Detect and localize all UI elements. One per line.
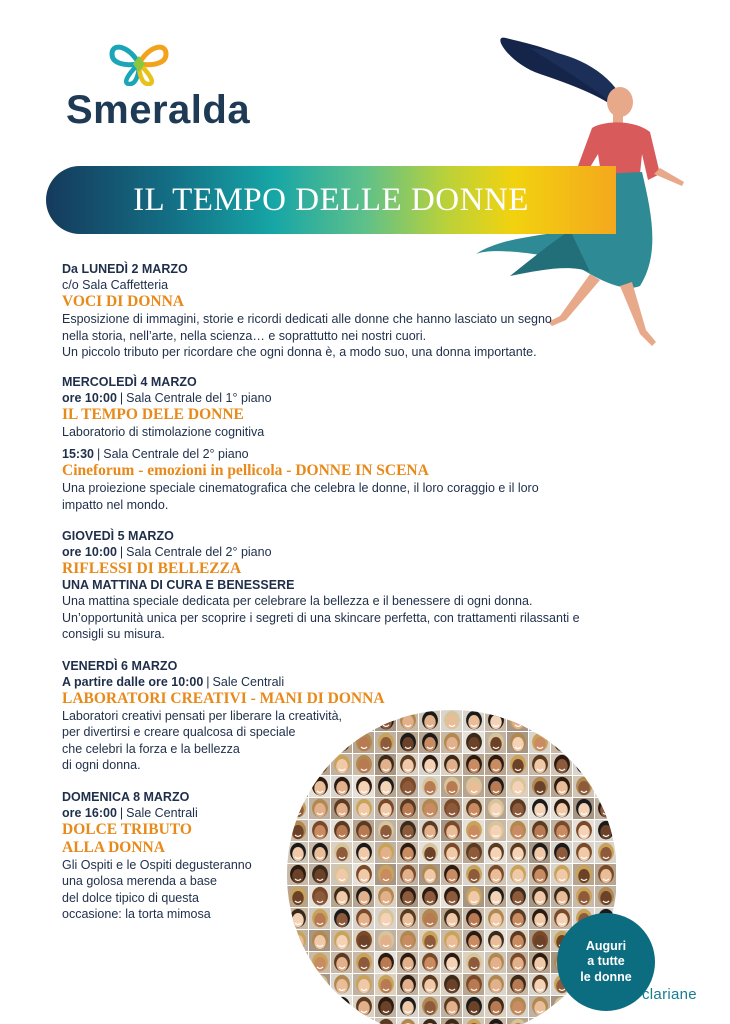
face-tile <box>419 842 440 863</box>
desc-line: per divertirsi e creare qualcosa di speciale <box>62 725 296 739</box>
face-tile <box>529 776 550 797</box>
face-tile <box>573 886 594 907</box>
event-time: ore 16:00 <box>62 805 117 820</box>
event-location: Sala Centrale del 2° piano <box>103 447 249 461</box>
face-tile <box>551 798 572 819</box>
face-tile <box>353 798 374 819</box>
face-tile <box>507 798 528 819</box>
face-tile <box>551 886 572 907</box>
face-tile <box>529 864 550 885</box>
face-tile <box>463 974 484 995</box>
face-tile <box>375 820 396 841</box>
face-tile <box>551 1018 572 1024</box>
face-tile <box>441 820 462 841</box>
face-tile <box>331 930 352 951</box>
face-tile <box>595 886 616 907</box>
event-description <box>62 593 672 643</box>
face-tile <box>441 908 462 929</box>
face-tile <box>309 930 330 951</box>
face-tile <box>551 908 572 929</box>
face-tile <box>485 776 506 797</box>
event-title: LABORATORI CREATIVI - MANI DI DONNA <box>62 689 385 707</box>
face-tile <box>375 798 396 819</box>
face-tile <box>463 732 484 753</box>
face-tile <box>397 798 418 819</box>
face-tile <box>507 754 528 775</box>
desc-line: Esposizione di immagini, storie e ricordi dedicati alle donne che hanno lasciato un segno <box>62 312 552 326</box>
face-tile <box>529 908 550 929</box>
face-tile <box>463 996 484 1017</box>
event-time-location: A partire dalle ore 10:00 | Sale Centrali <box>62 674 285 689</box>
butterfly-logo-icon <box>108 40 170 86</box>
face-tile <box>441 886 462 907</box>
face-tile <box>331 996 352 1017</box>
smeralda-logo <box>66 40 251 132</box>
face-tile <box>551 996 572 1017</box>
face-tile <box>441 754 462 775</box>
face-tile <box>287 864 308 885</box>
desc-line: che celebri la forza e la bellezza <box>62 741 240 756</box>
face-tile <box>529 798 550 819</box>
badge-line: Auguri <box>585 938 627 953</box>
face-tile <box>485 908 506 929</box>
face-tile <box>507 996 528 1017</box>
face-tile <box>507 952 528 973</box>
event-location: Sala Centrale del 1° piano <box>126 390 272 405</box>
face-tile <box>287 952 308 973</box>
face-tile <box>507 886 528 907</box>
face-tile <box>485 930 506 951</box>
face-tile <box>397 996 418 1017</box>
face-tile <box>485 842 506 863</box>
face-tile <box>485 798 506 819</box>
face-tile <box>353 864 374 885</box>
desc-line: Un’opportunità unica per scoprire i segreti di una skincare perfetta, con trattamenti rilassanti e <box>62 610 580 625</box>
face-tile <box>595 842 616 863</box>
face-tile <box>331 908 352 929</box>
face-tile <box>463 1018 484 1024</box>
desc-line: Laboratorio di stimolazione cognitiva <box>62 424 265 439</box>
face-tile <box>485 996 506 1017</box>
event-time-location: ore 16:00 | Sale Centrali <box>62 805 198 820</box>
face-tile <box>353 908 374 929</box>
face-tile <box>309 886 330 907</box>
face-tile <box>595 864 616 885</box>
face-tile <box>287 996 308 1017</box>
event-title: RIFLESSI DI BELLEZZA <box>62 560 242 577</box>
event-location: c/o Sala Caffetteria <box>62 278 169 292</box>
event-location: Sale Centrali <box>212 674 285 689</box>
face-tile <box>331 974 352 995</box>
face-tile <box>397 776 418 797</box>
event-title: VOCI DI DONNA <box>62 293 184 310</box>
face-tile <box>331 864 352 885</box>
face-tile <box>419 930 440 951</box>
face-tile <box>485 754 506 775</box>
face-tile <box>507 1018 528 1024</box>
face-tile <box>463 930 484 951</box>
face-tile <box>397 908 418 929</box>
face-tile <box>331 820 352 841</box>
face-tile <box>353 952 374 973</box>
face-tile <box>397 842 418 863</box>
face-tile <box>375 908 396 929</box>
event-day: GIOVEDÌ 5 MARZO <box>62 529 174 543</box>
logo-text: Smeralda <box>66 88 251 132</box>
face-tile <box>529 974 550 995</box>
face-tile <box>331 886 352 907</box>
face-tile <box>573 820 594 841</box>
event-day: MERCOLEDÌ 4 MARZO <box>62 374 197 389</box>
face-tile <box>463 842 484 863</box>
face-tile <box>419 754 440 775</box>
face-tile <box>441 1018 462 1024</box>
face-tile <box>397 820 418 841</box>
banner-title: IL TEMPO DELLE DONNE <box>133 182 529 218</box>
face-tile <box>463 776 484 797</box>
face-tile <box>353 1018 374 1024</box>
face-tile <box>397 886 418 907</box>
event-subtitle: UNA MATTINA DI CURA E BENESSERE <box>62 578 295 592</box>
face-tile <box>419 908 440 929</box>
face-tile <box>441 842 462 863</box>
face-tile <box>309 908 330 929</box>
face-tile <box>419 798 440 819</box>
face-tile <box>441 776 462 797</box>
face-tile <box>309 842 330 863</box>
face-tile <box>463 864 484 885</box>
face-tile <box>485 864 506 885</box>
face-tile <box>419 952 440 973</box>
event-description <box>62 480 672 513</box>
event-title: IL TEMPO DELE DONNE <box>62 405 244 423</box>
face-tile <box>485 1018 506 1024</box>
face-tile <box>309 820 330 841</box>
face-tile <box>551 776 572 797</box>
face-tile <box>529 842 550 863</box>
face-tile <box>573 1018 594 1024</box>
face-tile <box>463 908 484 929</box>
face-tile <box>485 974 506 995</box>
face-tile <box>353 996 374 1017</box>
face-tile <box>463 710 484 731</box>
face-tile <box>331 842 352 863</box>
face-tile <box>529 820 550 841</box>
event-title: Cineforum - emozioni in pellicola - DONNE IN SCENA <box>62 462 429 479</box>
face-tile <box>331 776 352 797</box>
event-time: ore 10:00 <box>62 545 117 559</box>
desc-line: occasione: la torta mimosa <box>62 907 211 921</box>
face-tile <box>419 974 440 995</box>
face-tile <box>353 776 374 797</box>
face-tile <box>309 952 330 973</box>
event-wednesday <box>62 375 672 514</box>
event-time-location: ore 10:00 | Sala Centrale del 2° piano <box>62 545 272 559</box>
event-time-location: 15:30 | Sala Centrale del 2° piano <box>62 447 249 461</box>
face-tile <box>375 886 396 907</box>
desc-line: Gli Ospiti e le Ospiti degusteranno <box>62 857 252 872</box>
face-tile <box>375 732 396 753</box>
title-line: ALLA DONNA <box>62 838 165 856</box>
desc-line: Una mattina speciale dedicata per celebrare la bellezza e il benessere di ogni donna. <box>62 594 533 608</box>
title-banner <box>46 166 616 234</box>
face-tile <box>441 930 462 951</box>
face-tile <box>441 996 462 1017</box>
face-tile <box>507 842 528 863</box>
face-tile <box>529 996 550 1017</box>
face-tile <box>441 710 462 731</box>
desc-line: Un piccolo tributo per ricordare che ogni donna è, a modo suo, una donna importante. <box>62 345 537 359</box>
face-tile <box>309 974 330 995</box>
desc-line: consigli su misura. <box>62 627 165 641</box>
face-tile <box>595 1018 616 1024</box>
face-tile <box>529 754 550 775</box>
face-tile <box>419 820 440 841</box>
face-tile <box>419 732 440 753</box>
face-tile <box>331 952 352 973</box>
event-thursday <box>62 529 672 643</box>
face-tile <box>397 732 418 753</box>
face-tile <box>529 952 550 973</box>
event-location: Sale Centrali <box>126 805 198 820</box>
face-tile <box>397 754 418 775</box>
badge-line: le donne <box>580 969 632 984</box>
desc-line: nella storia, nell’arte, nella scienza… e soprattutto nei nostri cuori. <box>62 328 427 343</box>
face-tile <box>573 864 594 885</box>
face-tile <box>397 1018 418 1024</box>
face-tile <box>441 798 462 819</box>
face-tile <box>551 820 572 841</box>
face-tile <box>529 886 550 907</box>
face-tile <box>573 798 594 819</box>
face-tile <box>331 798 352 819</box>
face-tile <box>309 864 330 885</box>
face-tile <box>573 842 594 863</box>
face-tile <box>287 886 308 907</box>
face-tile <box>441 864 462 885</box>
face-tile <box>397 864 418 885</box>
face-tile <box>353 974 374 995</box>
face-tile <box>507 732 528 753</box>
face-tile <box>485 732 506 753</box>
event-time: ore 10:00 <box>62 390 117 405</box>
face-tile <box>331 1018 352 1024</box>
desc-line: di ogni donna. <box>62 758 141 772</box>
face-tile <box>353 886 374 907</box>
face-tile <box>419 1018 440 1024</box>
face-tile <box>419 996 440 1017</box>
face-tile <box>375 754 396 775</box>
face-tile <box>375 952 396 973</box>
face-tile <box>463 798 484 819</box>
title-line: DOLCE TRIBUTO <box>62 820 192 838</box>
event-time: 15:30 <box>62 447 94 461</box>
face-tile <box>397 930 418 951</box>
face-tile <box>551 842 572 863</box>
face-tile <box>507 908 528 929</box>
clariane-logo: clariane <box>642 986 697 1003</box>
desc-line: Laboratori creativi pensati per liberare la creatività, <box>62 708 342 723</box>
face-tile <box>375 1018 396 1024</box>
badge-line: a tutte <box>587 954 625 969</box>
face-tile <box>397 952 418 973</box>
face-tile <box>529 1018 550 1024</box>
face-tile <box>287 974 308 995</box>
face-tile <box>375 776 396 797</box>
face-tile <box>507 820 528 841</box>
event-day: Da LUNEDÌ 2 MARZO <box>62 262 188 276</box>
face-tile <box>463 754 484 775</box>
event-description <box>62 424 672 441</box>
face-tile <box>485 820 506 841</box>
face-tile <box>375 930 396 951</box>
face-tile <box>375 864 396 885</box>
face-tile <box>485 886 506 907</box>
event-time: A partire dalle ore 10:00 <box>62 674 204 689</box>
desc-line: Una proiezione speciale cinematografica che celebra le donne, il loro coraggio e il loro <box>62 481 539 495</box>
face-tile <box>287 842 308 863</box>
event-location: Sala Centrale del 2° piano <box>126 545 272 559</box>
face-tile <box>353 754 374 775</box>
face-tile <box>309 1018 330 1024</box>
face-tile <box>441 732 462 753</box>
face-tile <box>309 798 330 819</box>
face-tile <box>419 710 440 731</box>
face-tile <box>507 974 528 995</box>
face-tile <box>485 952 506 973</box>
greeting-badge <box>557 913 655 1011</box>
desc-line: una golosa merenda a base <box>62 874 217 888</box>
face-tile <box>463 952 484 973</box>
face-tile <box>441 952 462 973</box>
face-tile <box>397 974 418 995</box>
event-time-location: ore 10:00 | Sala Centrale del 1° piano <box>62 390 272 405</box>
face-tile <box>529 930 550 951</box>
face-tile <box>353 930 374 951</box>
desc-line: del dolce tipico di questa <box>62 890 199 905</box>
face-tile <box>375 842 396 863</box>
face-tile <box>419 886 440 907</box>
event-day: DOMENICA 8 MARZO <box>62 789 190 804</box>
face-tile <box>287 1018 308 1024</box>
face-tile <box>551 864 572 885</box>
face-tile <box>309 996 330 1017</box>
face-tile <box>419 776 440 797</box>
face-tile <box>419 864 440 885</box>
face-tile <box>463 820 484 841</box>
face-tile <box>507 864 528 885</box>
face-tile <box>507 930 528 951</box>
desc-line: impatto nel mondo. <box>62 497 169 512</box>
face-tile <box>441 974 462 995</box>
event-day: VENERDÌ 6 MARZO <box>62 658 178 673</box>
face-tile <box>375 996 396 1017</box>
face-tile <box>353 820 374 841</box>
event-monday <box>62 262 672 361</box>
face-tile <box>463 886 484 907</box>
event-description <box>62 311 672 361</box>
face-tile <box>353 842 374 863</box>
face-tile <box>375 974 396 995</box>
face-tile <box>507 776 528 797</box>
